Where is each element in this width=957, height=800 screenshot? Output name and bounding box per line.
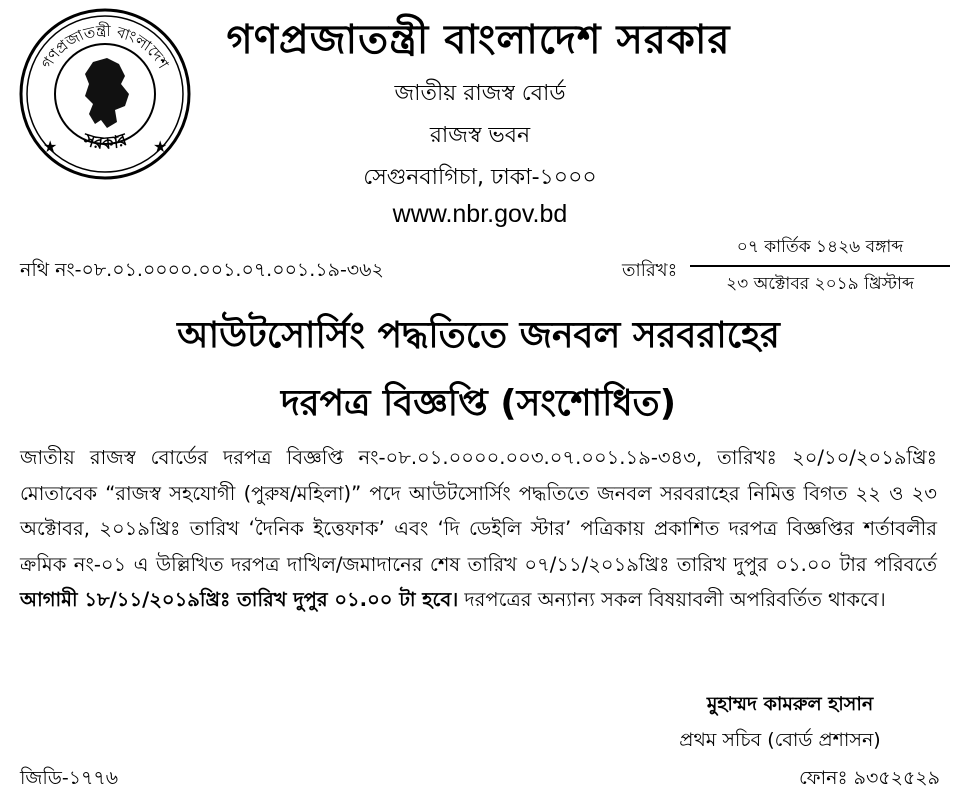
body-text-deadline: আগামী ১৮/১১/২০১৯খ্রিঃ তারিখ দুপুর ০১.০০ টা হবে। bbox=[20, 588, 459, 611]
date-block bbox=[690, 234, 950, 299]
seal-bottom-text: সরকার bbox=[80, 129, 130, 155]
headline-line-1: আউটসোর্সিং পদ্ধতিতে জনবল সরবরাহের bbox=[177, 315, 780, 356]
address: সেগুনবাগিচা, ঢাকা-১০০০ bbox=[363, 165, 597, 190]
date-label: তারিখঃ bbox=[622, 260, 678, 281]
date-gregorian: ২৩ অক্টোবর ২০১৯ খ্রিস্টাব্দ bbox=[726, 274, 914, 294]
government-title: গণপ্রজাতন্ত্রী বাংলাদেশ সরকার bbox=[226, 17, 731, 63]
seal-top-text: গণপ্রজাতন্ত্রী বাংলাদেশ bbox=[37, 21, 173, 72]
body-text-part-1: জাতীয় রাজস্ব বোর্ডের দরপত্র বিজ্ঞপ্তি নং-০৮.০১.০০০০.০০৩.০৭.০০১.১৯-৩৪৩, তারিখঃ ২০/১০/২০১৯খ্রিঃ মোতাবেক “রাজস্ব সহযোগী (পুরুষ/মহিলা)” পদে আউটসোর্সিং পদ্ধতিতে জনবল সরবরাহের নিমিত্ত বিগত ২২ ও ২৩ অক্টোবর, ২০১৯খ্রিঃ তারিখ ‘দৈনিক ইত্তেফাক’ এবং ‘দি ডেইলি স্টার’ পত্রিকায় প্রকাশিত দরপত্র বিজ্ঞপ্তির শর্তাবলীর ক্রমিক নং-০১ এ উল্লিখিত দরপত্র দাখিল/জমাদানের শেষ তারিখ ০৭/১১/২০১৯খ্রিঃ তারিখ দুপুর ০১.০০ টার পরিবর্তে bbox=[20, 446, 937, 576]
date-bangla: ০৭ কার্তিক ১৪২৬ বঙ্গাব্দ bbox=[690, 234, 950, 267]
gd-number: জিডি-১৭৭৬ bbox=[20, 767, 119, 789]
seal-star-icon: ★ bbox=[43, 137, 58, 156]
website-link[interactable]: www.nbr.gov.bd bbox=[392, 200, 568, 228]
headline-line-2: দরপত্র বিজ্ঞপ্তি (সংশোধিত) bbox=[280, 383, 677, 424]
board-name: জাতীয় রাজস্ব বোর্ড bbox=[394, 81, 566, 106]
body-text-part-2: দরপত্রের অন্যান্য সকল বিষয়াবলী অপরিবর্তিত থাকবে। bbox=[464, 588, 886, 611]
seal-star-icon: ★ bbox=[153, 137, 168, 156]
signer-title: প্রথম সচিব (বোর্ড প্রশাসন) bbox=[679, 729, 881, 751]
notice-body bbox=[20, 440, 937, 618]
file-number: নথি নং-০৮.০১.০০০০.০০১.০৭.০০১.১৯-৩৬২ bbox=[20, 259, 384, 281]
building-name: রাজস্ব ভবন bbox=[429, 123, 531, 148]
phone-number: ফোনঃ ৯৩৫২৫২৯ bbox=[799, 767, 940, 789]
signer-name: মুহাম্মদ কামরুল হাসান bbox=[706, 693, 874, 715]
